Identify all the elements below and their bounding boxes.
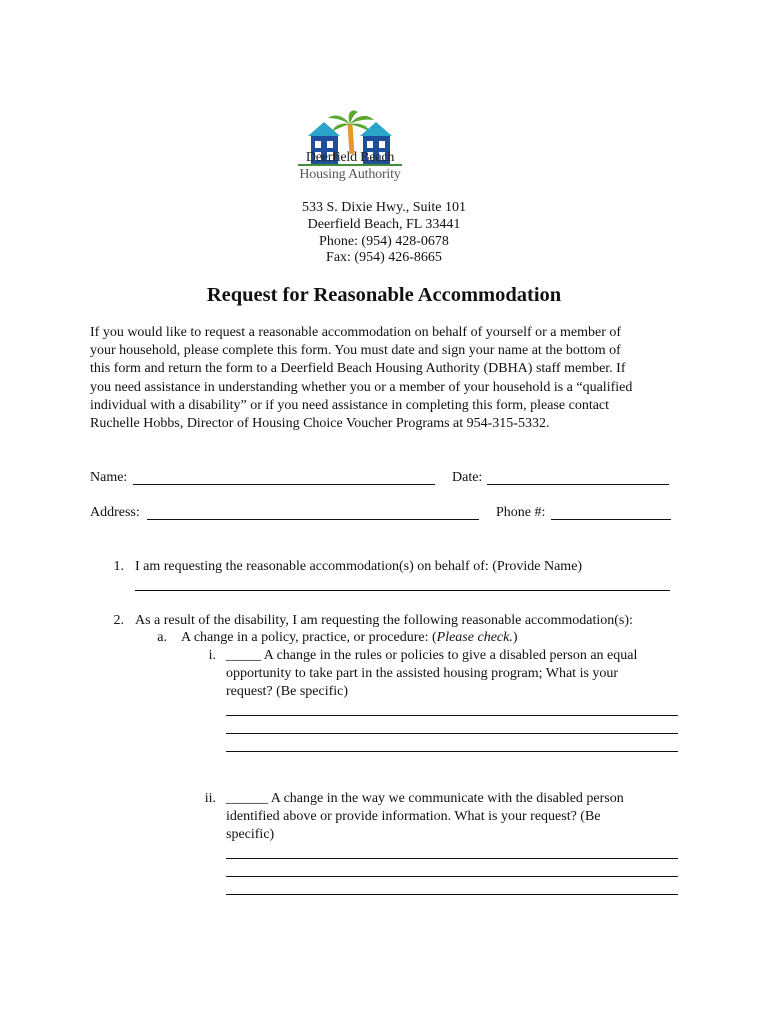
sub-i-check-blank[interactable]: _____ (226, 648, 261, 663)
page-title: Request for Reasonable Accommodation (206, 284, 562, 306)
item-1-number: 1. (113, 559, 124, 574)
sub-ii-check-blank[interactable]: ______ (226, 791, 268, 806)
phone-field[interactable] (551, 519, 671, 520)
sub-ii-answer-line[interactable] (226, 858, 678, 859)
intro-line: this form and return the form to a Deerfield Beach Housing Authority (DBHA) staff member. If (90, 361, 626, 377)
sub-ii-number: ii. (204, 791, 216, 806)
intro-paragraph (90, 324, 680, 433)
address-line1: 533 S. Dixie Hwy., Suite 101 (302, 200, 466, 215)
item-2a-italic: Please check. (436, 630, 513, 645)
address-label: Address: (90, 505, 140, 520)
item-2a-text (181, 629, 518, 647)
item-2-text: As a result of the disability, I am requesting the following reasonable accommodation(s): (135, 613, 633, 628)
date-label: Date: (452, 470, 483, 485)
item-2-number: 2. (113, 613, 124, 628)
item-1-text: I am requesting the reasonable accommodation(s) on behalf of: (Provide Name) (135, 559, 583, 574)
date-field[interactable] (487, 484, 669, 485)
sub-ii-first-line (226, 790, 624, 808)
sub-i-number: i. (208, 648, 216, 663)
sub-i-line: request? (Be specific) (226, 684, 349, 699)
item-2a-label: A change in a policy, practice, or procedure: ( (181, 630, 437, 645)
item-2a-letter: a. (157, 630, 167, 645)
sub-ii-line: A change in the way we communicate with the disabled person (270, 791, 624, 806)
item-2a-close: ) (512, 630, 518, 645)
sub-i-answer-line[interactable] (226, 715, 678, 716)
name-label: Name: (90, 470, 128, 485)
intro-line: Ruchelle Hobbs, Director of Housing Choice Voucher Programs at 954-315-5332. (90, 416, 550, 432)
intro-line: individual with a disability” or if you need assistance in completing this form, please contact (90, 397, 610, 413)
sub-ii-answer-line[interactable] (226, 876, 678, 877)
sub-i-line: A change in the rules or policies to give a disabled person an equal (263, 648, 638, 663)
sub-i-line: opportunity to take part in the assisted housing program; What is your (226, 666, 619, 681)
phone-label: Phone #: (496, 505, 546, 520)
item-1-name-field[interactable] (135, 590, 670, 591)
sub-i-first-line (226, 647, 637, 665)
sub-i-answer-line[interactable] (226, 733, 678, 734)
intro-line: you need assistance in understanding whether you or a member of your household is a “qualified (90, 379, 633, 395)
logo-text-line1: Deerfield Beach (305, 150, 395, 165)
intro-line: your household, please complete this form. You must date and sign your name at the bottom of (90, 343, 621, 359)
address-line2: Deerfield Beach, FL 33441 (307, 217, 461, 232)
intro-line: If you would like to request a reasonable accommodation on behalf of yourself or a member of (90, 325, 622, 340)
sub-ii-answer-line[interactable] (226, 894, 678, 895)
sub-i-answer-line[interactable] (226, 751, 678, 752)
sub-ii-line: specific) (226, 827, 275, 842)
address-field[interactable] (147, 519, 479, 520)
name-field[interactable] (133, 484, 435, 485)
sub-ii-line: identified above or provide information. What is your request? (Be (226, 809, 601, 824)
logo-text-line2: Housing Authority (299, 167, 401, 182)
fax-line: Fax: (954) 426-8665 (326, 250, 442, 265)
phone-line: Phone: (954) 428-0678 (319, 234, 449, 249)
